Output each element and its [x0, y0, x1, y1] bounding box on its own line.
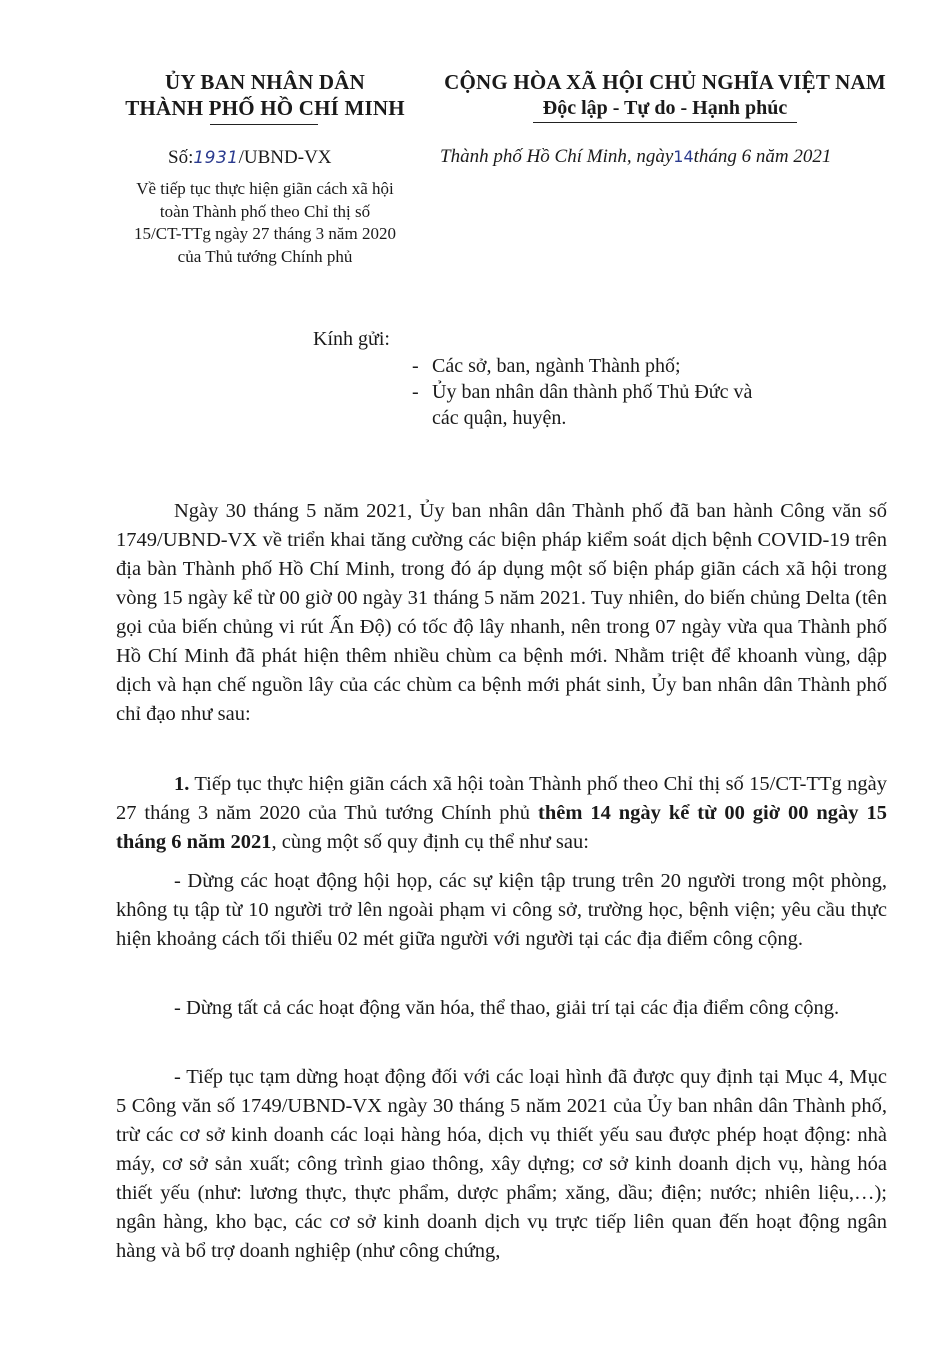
item-text-end: , cùng một số quy định cụ thể như sau:: [271, 831, 589, 853]
body-paragraph-5: [116, 1063, 887, 1266]
body-paragraph-4: [116, 994, 887, 1023]
paragraph-text: [116, 770, 887, 857]
body-paragraph-2: [116, 770, 887, 857]
body-paragraph-3: [116, 867, 887, 954]
item-text: Tiếp tục thực hiện giãn cách xã hội toàn Thành phố theo Chỉ thị số 15/CT-TTg ngày 27 tháng 3 năm 2020 của Thủ tướng Chính phủ: [116, 773, 887, 824]
recipients-label: Kính gửi:: [313, 328, 390, 350]
paragraph-text: - Tiếp tục tạm dừng hoạt động đối với các loại hình đã được quy định tại Mục 4, Mục 5 Công văn số 1749/UBND-VX ngày 30 tháng 5 năm 2021 của Ủy ban nhân dân Thành phố, trừ các cơ sở kinh doanh các loại hàng hóa, dịch vụ thiết yếu sau được phép hoạt động: nhà máy, cơ sở sản xuất; công trình giao thông, xây dựng; cơ sở kinh doanh dịch vụ, hàng hóa thiết yếu (như: lương thực, thực phẩm, dược phẩm; xăng, dầu; điện; nước; nhiên liệu,…); ngân hàng, kho bạc, các cơ sở kinh doanh dịch vụ trực tiếp liên quan đến hoạt động ngân hàng và bổ trợ doanh nghiệp (như công chứng,: [116, 1066, 887, 1262]
body-paragraph-1: [116, 497, 887, 729]
document-number: [168, 147, 332, 169]
recipient-item: [412, 381, 752, 404]
place-date: [440, 146, 831, 168]
recipient-text: Các sở, ban, ngành Thành phố;: [432, 355, 681, 377]
document-number-suffix: /UBND-VX: [238, 147, 332, 168]
recipient-text: Ủy ban nhân dân thành phố Thủ Đức và: [432, 381, 753, 403]
place-date-prefix: Thành phố Hồ Chí Minh, ngày: [440, 146, 674, 167]
document-number-prefix: Số:: [168, 147, 194, 168]
recipient-dash: -: [412, 381, 419, 403]
national-motto: Độc lập - Tự do - Hạnh phúc: [542, 97, 788, 119]
document-subject: [100, 178, 430, 268]
day-handwritten: 14: [673, 147, 694, 166]
paragraph-text: Ngày 30 tháng 5 năm 2021, Ủy ban nhân dân Thành phố đã ban hành Công văn số 1749/UBND-VX về triển khai tăng cường các biện pháp kiểm soát dịch bệnh COVID-19 trên địa bàn Thành phố Hồ Chí Minh, trong đó áp dụng một số biện pháp giãn cách xã hội trong vòng 15 ngày kể từ 00 giờ 00 ngày 31 tháng 5 năm 2021. Tuy nhiên, do biến chủng Delta (tên gọi của biến chủng vi rút Ấn Độ) có tốc độ lây nhanh, nên trong 07 ngày vừa qua Thành phố Hồ Chí Minh đã phát hiện thêm nhiều chùm ca bệnh mới. Nhằm triệt để khoanh vùng, dập dịch và hạn chế nguồn lây của các chùm ca bệnh mới phát sinh, Ủy ban nhân dân Thành phố chỉ đạo như sau:: [116, 500, 887, 725]
issuer-line-1: ỦY BAN NHÂN DÂN: [165, 70, 365, 94]
national-title: CỘNG HÒA XÃ HỘI CHỦ NGHĨA VIỆT NAM: [444, 70, 886, 94]
subject-line: 15/CT-TTg ngày 27 tháng 3 năm 2020: [134, 224, 396, 243]
paragraph-text: - Dừng các hoạt động hội họp, các sự kiện tập trung trên 20 người trong một phòng, không tụ tập từ 10 người trở lên ngoài phạm vi công sở, trường học, bệnh viện; yêu cầu thực hiện khoảng cách tối thiểu 02 mét giữa người với người tại các địa điểm công cộng.: [116, 870, 887, 950]
place-date-suffix: tháng 6 năm 2021: [693, 146, 832, 167]
recipient-continuation: các quận, huyện.: [432, 407, 567, 429]
issuer-underline: [210, 124, 318, 125]
paragraph-text: - Dừng tất cả các hoạt động văn hóa, thể thao, giải trí tại các địa điểm công cộng.: [174, 997, 840, 1019]
issuer-line-2: THÀNH PHỐ HỒ CHÍ MINH: [125, 96, 405, 120]
motto-underline: [533, 122, 797, 123]
item-number: 1.: [174, 773, 190, 795]
recipient-item: [412, 355, 681, 378]
subject-line: toàn Thành phố theo Chỉ thị số: [159, 201, 371, 221]
subject-line: Về tiếp tục thực hiện giãn cách xã hội: [136, 179, 394, 198]
item-text-emphasis: thêm 14 ngày kể từ 00 giờ 00 ngày 15 tháng 6 năm 2021: [116, 802, 887, 853]
document-number-handwritten: 1931: [193, 148, 239, 168]
subject-line: của Thủ tướng Chính phủ: [177, 246, 353, 266]
recipient-dash: -: [412, 355, 419, 377]
